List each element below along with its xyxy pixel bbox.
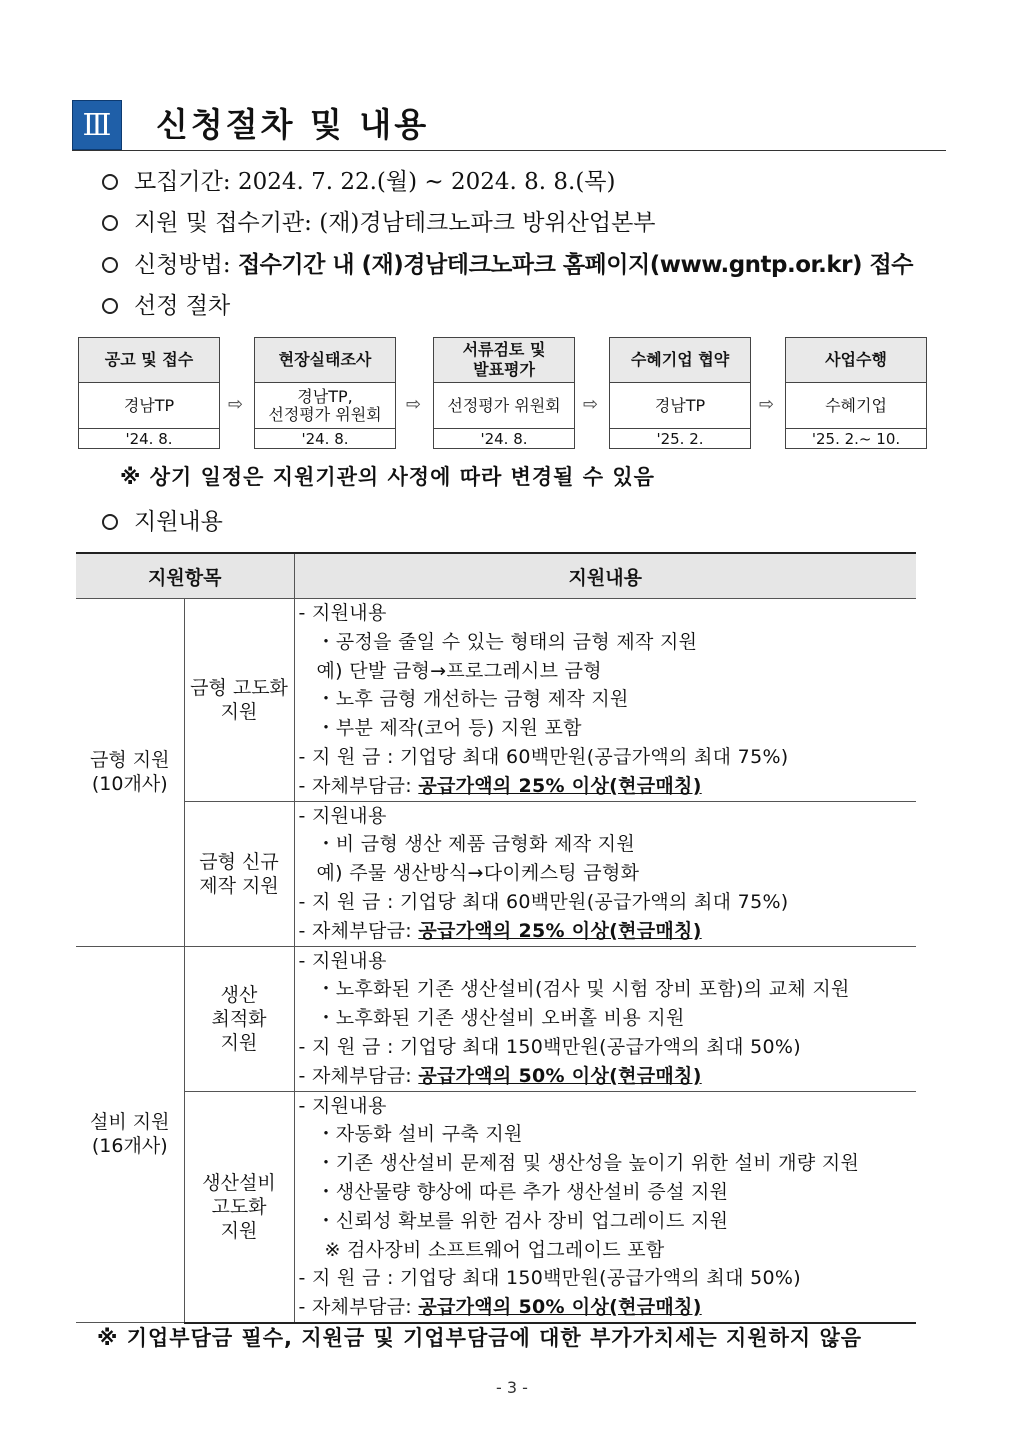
burden-line bbox=[299, 917, 917, 946]
content-line: - 지 원 금 : 기업당 최대 150백만원(공급가액의 최대 50%) bbox=[298, 1267, 801, 1290]
bullet-label: 지원내용 bbox=[134, 509, 223, 535]
step-date: '25. 2. bbox=[656, 430, 704, 448]
table-row bbox=[76, 1091, 916, 1323]
circle-bullet-icon bbox=[102, 514, 118, 530]
process-step-1 bbox=[78, 337, 220, 449]
page-number: - 3 - bbox=[496, 1378, 528, 1397]
process-step-5 bbox=[785, 337, 927, 449]
step-actor: 선정평가 위원회 bbox=[434, 383, 574, 429]
table-row bbox=[76, 946, 916, 1091]
category-equipment: 설비 지원 (16개사) bbox=[76, 946, 184, 1323]
step-title: 공고 및 접수 bbox=[79, 338, 219, 383]
category-mold: 금형 지원 (10개사) bbox=[76, 599, 184, 947]
item-name: 금형 고도화 지원 bbox=[184, 599, 294, 802]
header-support-content: 지원내용 bbox=[294, 553, 916, 599]
arrow-right-icon: ⇨ bbox=[759, 394, 775, 415]
support-table bbox=[76, 552, 916, 1324]
burden-value: 공급가액의 25% 이상(현금매칭) bbox=[418, 919, 702, 942]
burden-label: - 자체부담금: bbox=[298, 774, 419, 797]
header-support-item: 지원항목 bbox=[76, 553, 294, 599]
footer-note: ※ 기업부담금 필수, 지원금 및 기업부담금에 대한 부가가치세는 지원하지 않음 bbox=[97, 1326, 863, 1350]
step-date: '24. 8. bbox=[480, 430, 528, 448]
content-line: ・노후화된 기존 생산설비(검사 및 시험 장비 포함)의 교체 지원 bbox=[316, 978, 850, 1001]
process-step-2 bbox=[254, 337, 396, 449]
content-line: ・기존 생산설비 문제점 및 생산성을 높이기 위한 설비 개량 지원 bbox=[316, 1152, 860, 1175]
arrow-right-icon: ⇨ bbox=[583, 394, 599, 415]
circle-bullet-icon bbox=[102, 215, 118, 231]
step-title: 서류검토 및 발표평가 bbox=[434, 338, 574, 383]
burden-label: - 자체부담금: bbox=[298, 1064, 419, 1087]
circle-bullet-icon bbox=[102, 174, 118, 190]
arrow-right-icon: ⇨ bbox=[406, 394, 422, 415]
content-line: ・부분 제작(코어 등) 지원 포함 bbox=[316, 717, 582, 740]
item-content bbox=[294, 801, 916, 946]
bullet-value: 2024. 7. 22.(월) ~ 2024. 8. 8.(목) bbox=[237, 169, 616, 195]
step-actor: 경남TP bbox=[610, 383, 750, 429]
circle-bullet-icon bbox=[102, 257, 118, 273]
step-actor: 경남TP bbox=[79, 383, 219, 429]
step-date: '24. 8. bbox=[125, 430, 173, 448]
step-date: '25. 2.~ 10. bbox=[811, 430, 901, 448]
content-line: - 지원내용 bbox=[298, 949, 387, 972]
burden-value: 공급가액의 25% 이상(현금매칭) bbox=[418, 774, 702, 797]
burden-label: - 자체부담금: bbox=[298, 1296, 419, 1319]
burden-value: 공급가액의 50% 이상(현금매칭) bbox=[418, 1296, 702, 1319]
burden-value: 공급가액의 50% 이상(현금매칭) bbox=[418, 1064, 702, 1087]
content-line: - 지 원 금 : 기업당 최대 150백만원(공급가액의 최대 50%) bbox=[298, 1035, 801, 1058]
step-title: 수혜기업 협약 bbox=[610, 338, 750, 383]
item-name: 생산 최적화 지원 bbox=[184, 946, 294, 1091]
content-line: - 지 원 금 : 기업당 최대 60백만원(공급가액의 최대 75%) bbox=[298, 890, 789, 913]
step-date: '24. 8. bbox=[301, 430, 349, 448]
bullet-recruitment-period bbox=[102, 165, 616, 199]
step-actor: 경남TP, 선정평가 위원회 bbox=[255, 383, 395, 429]
item-name: 금형 신규 제작 지원 bbox=[184, 801, 294, 946]
section-number: Ⅲ bbox=[72, 100, 122, 150]
bullet-label: 신청방법: bbox=[134, 252, 231, 278]
content-line: ・신뢰성 확보를 위한 검사 장비 업그레이드 지원 bbox=[316, 1209, 729, 1232]
bullet-label: 선정 절차 bbox=[134, 293, 231, 319]
bullet-agency bbox=[102, 206, 656, 240]
burden-line bbox=[299, 1062, 917, 1091]
bullet-value: 접수기간 내 (재)경남테크노파크 홈페이지(www.gntp.or.kr) 접수 bbox=[237, 252, 913, 278]
step-title: 현장실태조사 bbox=[255, 338, 395, 383]
schedule-note: ※ 상기 일정은 지원기관의 사정에 따라 변경될 수 있음 bbox=[120, 465, 655, 489]
content-line: ※ 검사장비 소프트웨어 업그레이드 포함 bbox=[324, 1238, 665, 1261]
burden-line bbox=[299, 772, 917, 801]
content-line: - 지원내용 bbox=[298, 804, 387, 827]
bullet-value: (재)경남테크노파크 방위산업본부 bbox=[319, 210, 656, 236]
content-line: - 지원내용 bbox=[298, 1094, 387, 1117]
step-actor: 수혜기업 bbox=[786, 383, 926, 429]
content-line: ・자동화 설비 구축 지원 bbox=[316, 1123, 523, 1146]
content-line: ・노후화된 기존 생산설비 오버홀 비용 지원 bbox=[316, 1007, 685, 1030]
item-content bbox=[294, 599, 916, 802]
content-line: 예) 주물 생산방식→다이케스팅 금형화 bbox=[316, 862, 640, 885]
item-content bbox=[294, 946, 916, 1091]
section-title: 신청절차 및 내용 bbox=[156, 105, 430, 144]
bullet-support-content bbox=[102, 505, 223, 539]
content-line: ・비 금형 생산 제품 금형화 제작 지원 bbox=[316, 833, 635, 856]
process-step-3 bbox=[433, 337, 575, 449]
burden-label: - 자체부담금: bbox=[298, 919, 419, 942]
content-line: - 지원내용 bbox=[298, 602, 387, 624]
arrow-right-icon: ⇨ bbox=[228, 394, 244, 415]
table-header-row bbox=[76, 553, 916, 599]
bullet-label: 모집기간: bbox=[134, 169, 231, 195]
table-row bbox=[76, 801, 916, 946]
step-title: 사업수행 bbox=[786, 338, 926, 383]
bullet-selection-process bbox=[102, 289, 230, 323]
bullet-label: 지원 및 접수기관: bbox=[134, 210, 312, 236]
circle-bullet-icon bbox=[102, 298, 118, 314]
content-line: ・생산물량 향상에 따른 추가 생산설비 증설 지원 bbox=[316, 1180, 729, 1203]
content-line: 예) 단발 금형→프로그레시브 금형 bbox=[316, 659, 602, 682]
item-name: 생산설비 고도화 지원 bbox=[184, 1091, 294, 1323]
burden-line bbox=[299, 1293, 917, 1322]
content-line: ・공정을 줄일 수 있는 형태의 금형 제작 지원 bbox=[316, 630, 698, 653]
process-step-4 bbox=[609, 337, 751, 449]
table-row bbox=[76, 599, 916, 802]
item-content bbox=[294, 1091, 916, 1323]
bullet-application-method bbox=[102, 248, 913, 282]
content-line: ・노후 금형 개선하는 금형 제작 지원 bbox=[316, 688, 629, 711]
content-line: - 지 원 금 : 기업당 최대 60백만원(공급가액의 최대 75%) bbox=[298, 745, 789, 768]
section-header bbox=[72, 100, 946, 151]
